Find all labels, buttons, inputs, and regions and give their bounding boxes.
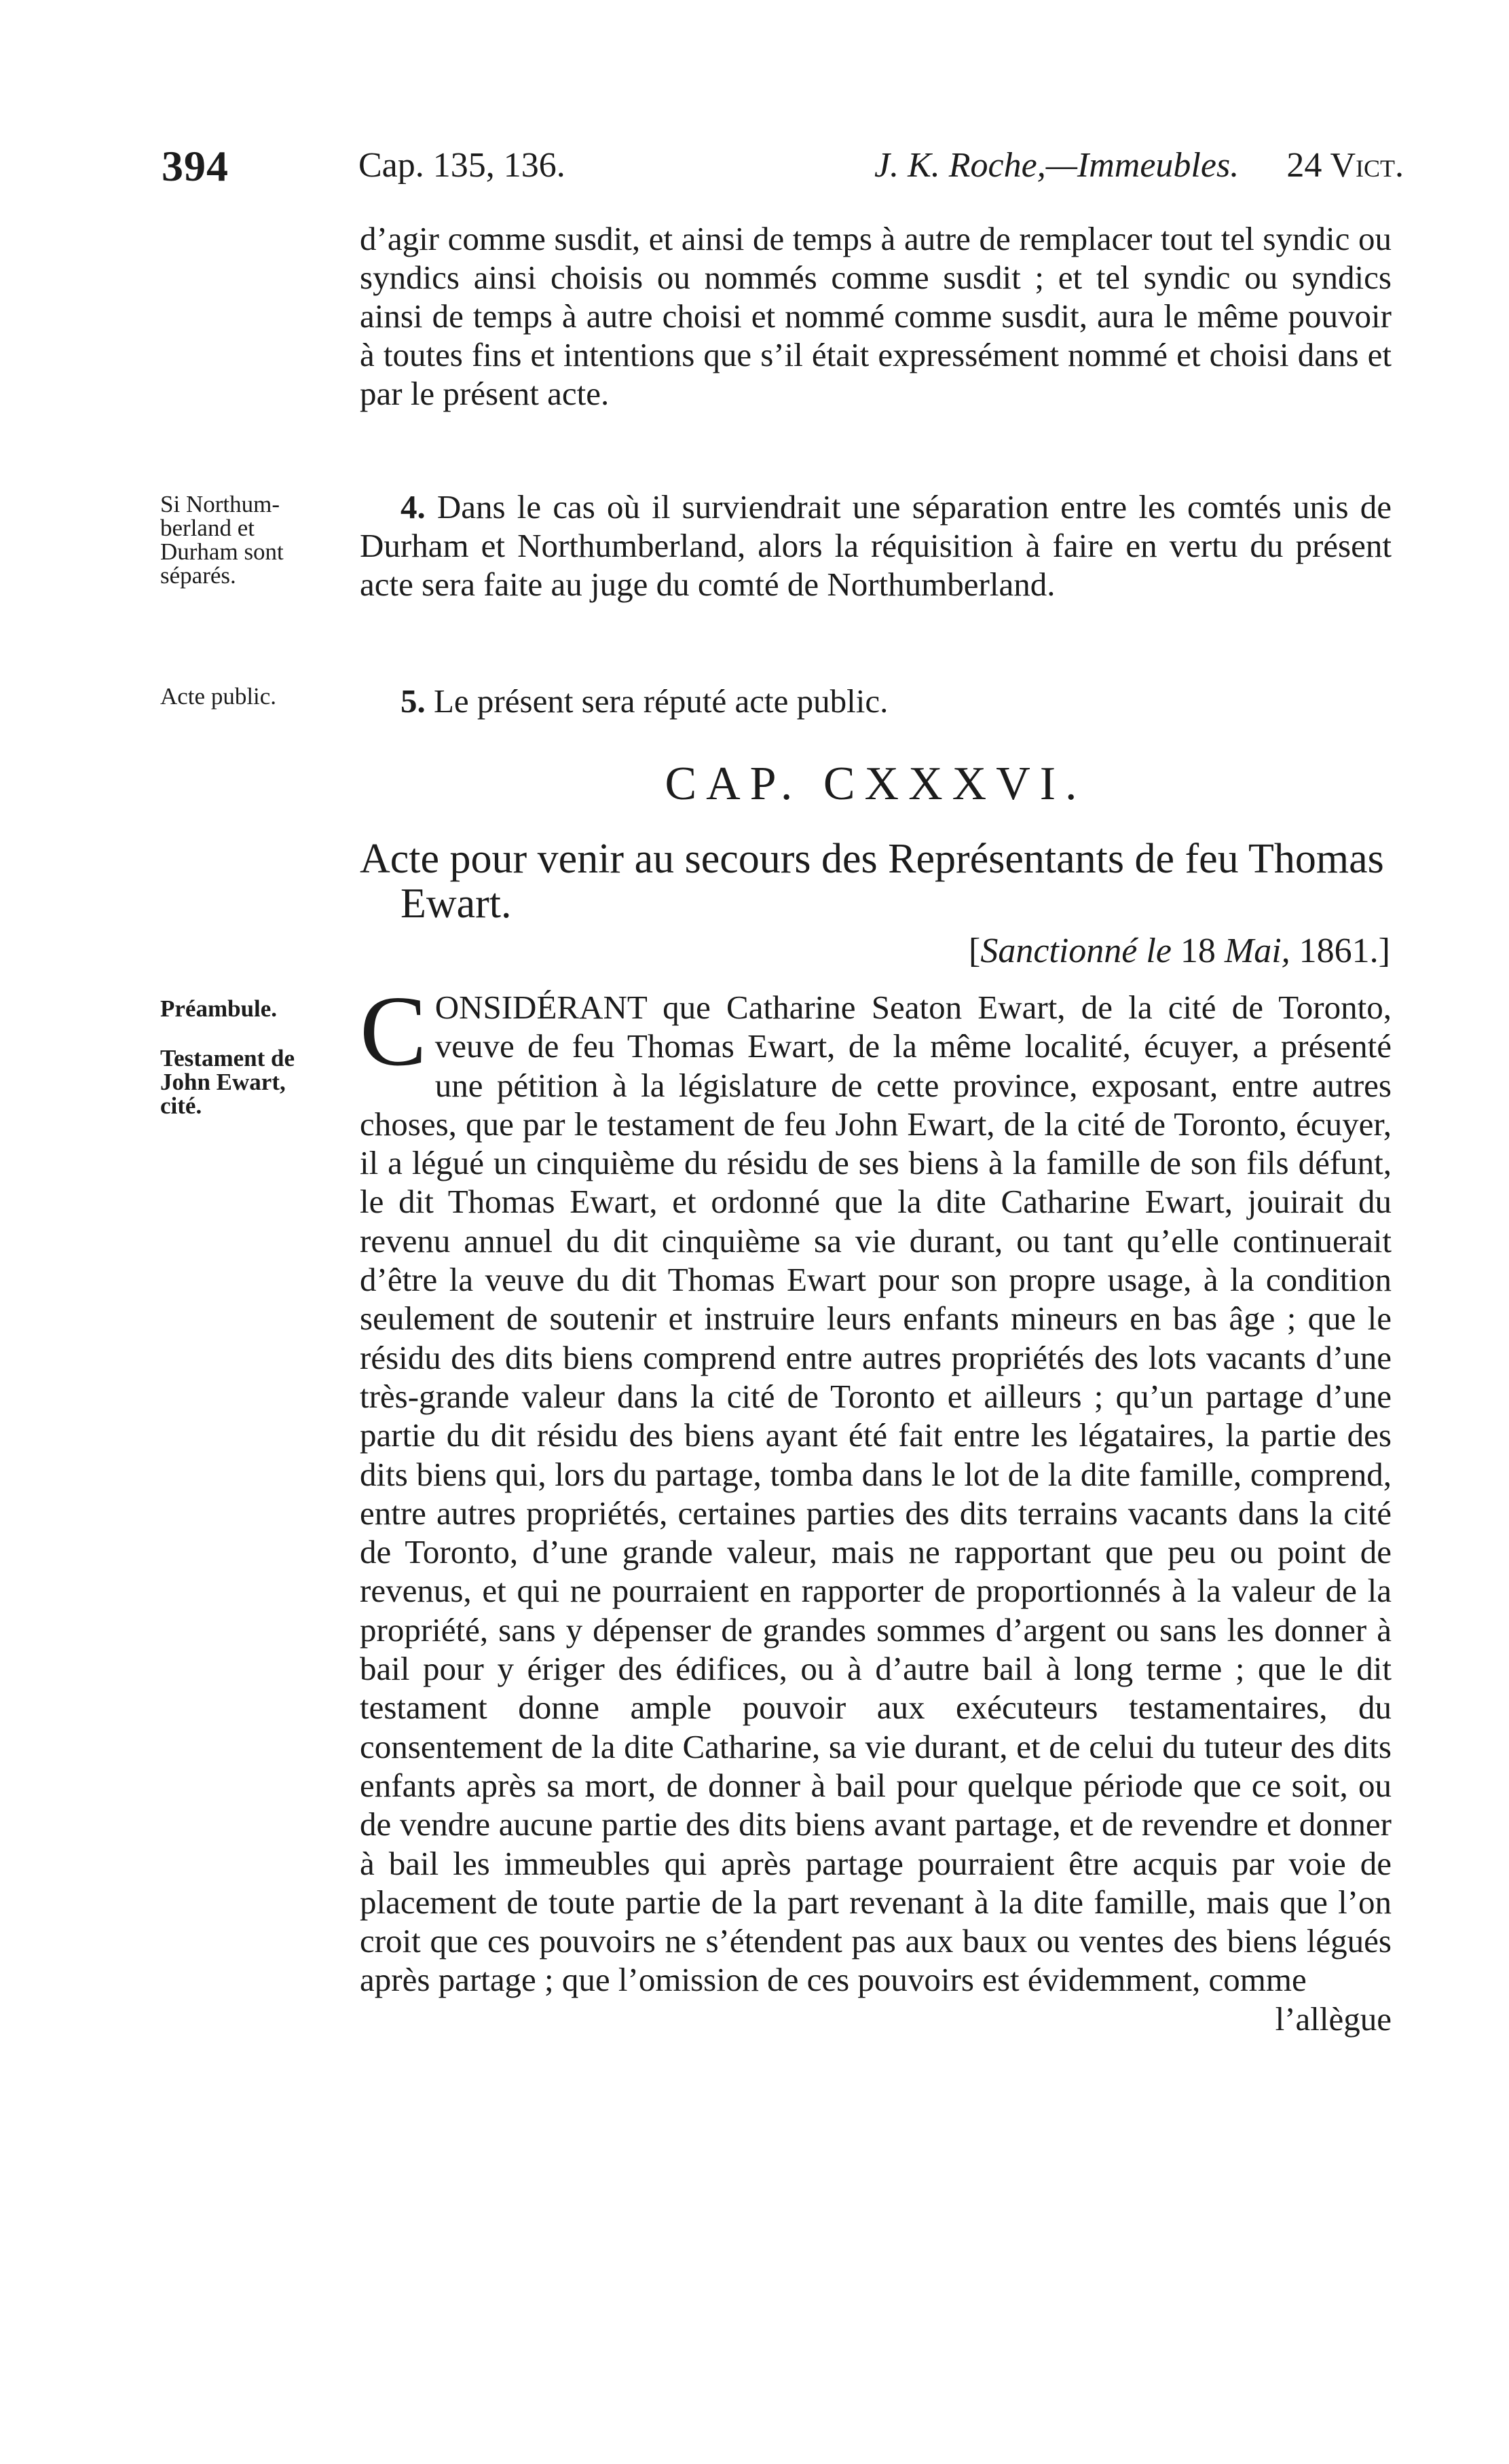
margin-note-testament: Testament de John Ewart, cité. xyxy=(160,1045,295,1119)
preamble-paragraph xyxy=(360,976,1392,2038)
drop-cap: C xyxy=(360,976,427,1087)
page-number: 394 xyxy=(162,142,229,190)
running-head-chapter: Cap. 135, 136. xyxy=(358,146,565,185)
section-5-number: 5. xyxy=(400,682,426,720)
section-5-paragraph xyxy=(360,682,1392,720)
section-4-number: 4. xyxy=(400,488,426,526)
margin-note-preamble: Préambule. xyxy=(160,995,278,1022)
section-5-text: Le présent sera réputé acte public. xyxy=(425,682,889,720)
sanction-bracket: [ xyxy=(968,932,981,970)
running-head xyxy=(162,141,1404,189)
chapter-heading: CAP. CXXXVI. xyxy=(665,758,1087,810)
catchword: l’allègue xyxy=(1275,2000,1392,2038)
continuation-paragraph: d’agir comme susdit, et ainsi de temps à autre de remplacer tout tel syndic ou syndics ainsi choisis ou nommés comme susdit ; et tel syndic ou syndics ainsi de temps à autre choisi et nommé comme susdit, aura le même pouvoir à toutes fins et intentions que s’il était expressément nommé et choisi dans et par le présent acte. xyxy=(360,220,1392,412)
section-4-text: Dans le cas où il surviendrait une séparation entre les comtés unis de Durham et Northumberland, alors la réquisition à faire en vertu du présent acte sera faite au juge du comté de Northumberland. xyxy=(360,488,1392,603)
preamble-text: que Catharine Seaton Ewart, de la cité de Toronto, veuve de feu Thomas Ewart, de la même localité, écuyer, a présenté une pétition à la législature de cette province, exposant, entre autres choses, que par le testament de feu John Ewart, de la cité de Toronto, écuyer, il a légué un cinquième du résidu de ses biens à la famille de son fils défunt, le dit Thomas Ewart, et ordonné que la dite Catharine Ewart, jouirait du revenu annuel du dit cinquième sa vie durant, ou tant qu’elle continuerait d’être la veuve du dit Thomas Ewart pour son propre usage, à la condition seulement de soutenir et instruire leurs enfants mineurs en bas âge ; que le résidu des dits biens comprend entre autres propriétés des lots vacants d’une très-grande valeur dans la cité de Toronto et ailleurs ; qu’un partage d’une partie du dit résidu des biens ayant été fait entre les légataires, la partie des dits biens qui, lors du partage, tomba dans le lot de la dite famille, comprend, entre autres propriétés, certaines parties des dits terrains vacants dans la cité de Toronto, d’une grande valeur, mais ne rapportant que peu ou point de revenus, et qui ne pourraient en rapporter de proportionnés à la valeur de la propriété, sans y dépenser de grandes sommes d’argent ou sans les donner à bail pour y ériger des édifices, ou à d’autre bail à long terme ; que le dit testament donne ample pouvoir aux exécuteurs testamentaires, du consentement de la dite Catharine, sa vie durant, et de celui du tuteur des dits enfants après sa mort, de donner à bail pour quelque période que ce soit, ou de vendre aucune partie des dits biens avant partage, et de revendre et donner à bail les immeubles qui après partage pourraient être acquis par voie de placement de toute partie de la part revenant à la dite famille, mais que l’on croit que ces pouvoirs ne s’étendent pas aux baux ou ventes des biens légués après partage ; que l’omission de ces pouvoirs est évidemment, comme xyxy=(360,989,1392,1999)
sanction-label: Sanctionné le xyxy=(980,932,1172,970)
running-head-title: J. K. Roche,—Immeubles. xyxy=(874,146,1240,185)
sanction-line xyxy=(360,931,1390,971)
section-4-paragraph xyxy=(360,488,1392,604)
margin-note-section-5: Acte public. xyxy=(160,683,277,710)
sanction-day: 18 xyxy=(1171,932,1225,970)
sanction-year: 1861.] xyxy=(1290,932,1390,970)
sanction-month: Mai, xyxy=(1224,932,1290,970)
margin-note-section-4: Si Northum- berland et Durham sont séparés. xyxy=(160,491,284,589)
running-head-year: 24 Vict. xyxy=(1286,146,1404,185)
preamble-lead-word: ONSIDÉRANT xyxy=(434,989,647,1026)
act-title: Acte pour venir au secours des Représentants de feu Thomas Ewart. xyxy=(360,836,1384,927)
